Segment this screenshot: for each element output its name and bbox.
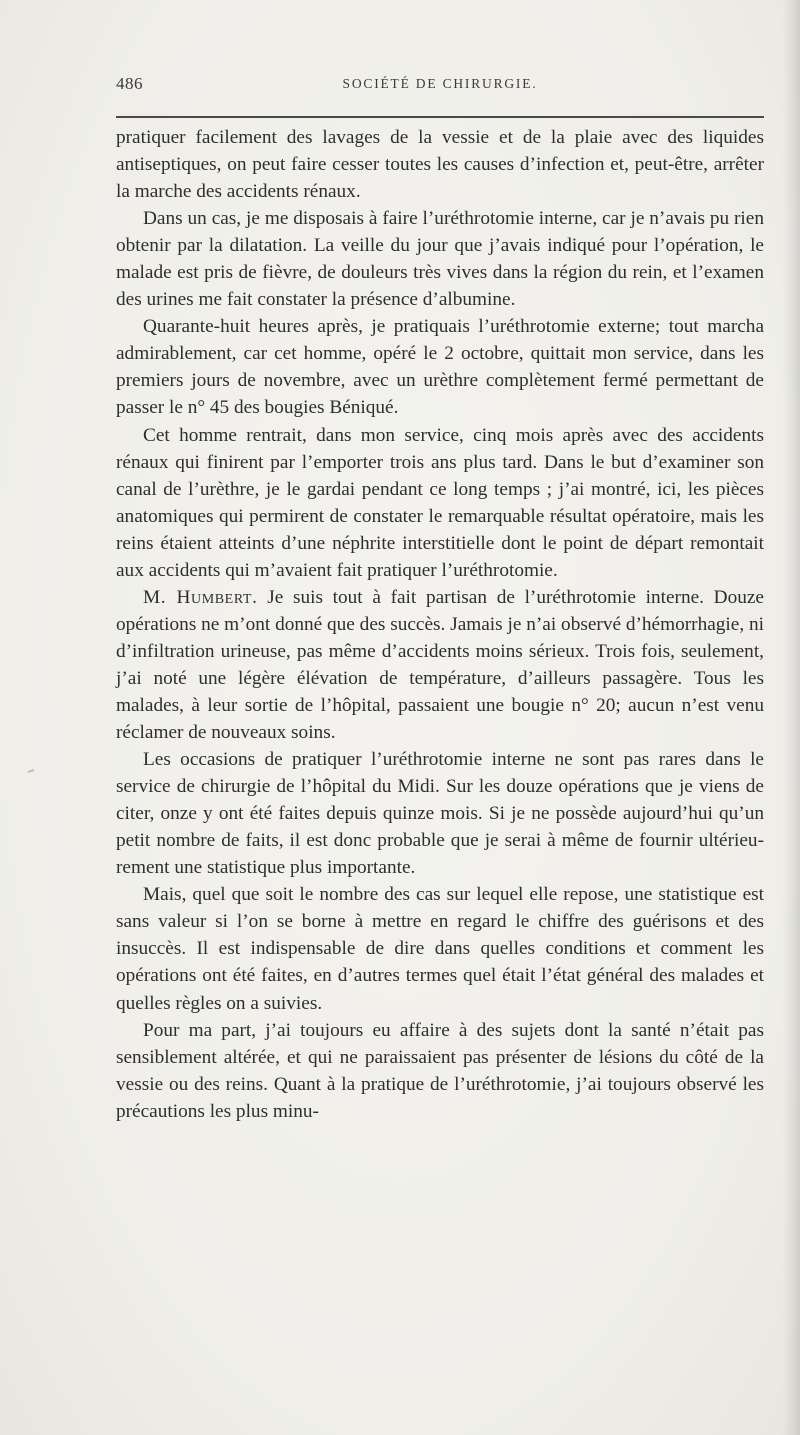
paragraph-4: Cet homme rentrait, dans mon service, cinq mois après avec des accidents rénaux qui finirent par l’emporter trois ans plus tard. Dans le but d’examiner son canal de l’urèthre, je le gardai pendant ce long temps ; j’ai montré, ici, les pièces anatomiques qui permirent de constater le remarquable résultat opératoire, mais les reins étaient atteints d’une néphrite interstitielle dont le point de départ remontait aux accidents qui m’avaient fait pratiquer l’uréthrotomie.	[116, 424, 764, 581]
header-rule	[116, 116, 764, 118]
running-head: SOCIÉTÉ DE CHIRURGIE.	[342, 76, 538, 91]
speaker-name: M. Humbert.	[143, 586, 258, 608]
body-text	[116, 124, 764, 1125]
paragraph-5	[116, 584, 764, 746]
page-header	[116, 74, 764, 102]
paragraph-8: Pour ma part, j’ai toujours eu affaire à des sujets dont la santé n’était pas sensiblement altérée, et qui ne paraissaient pas présenter de lésions du côté de la vessie ou des reins. Quant à la pratique de l’uréthrotomie, j’ai toujours observé les précautions les plus minu-	[116, 1019, 764, 1122]
paragraph-5-text: Je suis tout à fait partisan de l’uréthrotomie interne. Douze opérations ne m’ont donné que des succès. Jamais je n’ai observé d’hémorrhagie, ni d’infiltration urineuse, pas même d’accidents moins sérieux. Trois fois, seulement, j’ai noté une légère élévation de température, d’ailleurs passagère. Tous les malades, à leur sortie de l’hôpital, passaient une bougie n° 20; aucun n’est venu réclamer de nouveaux soins.	[116, 586, 764, 744]
paragraph-3: Quarante-huit heures après, je pratiquais l’uréthrotomie externe; tout marcha admirablement, car cet homme, opéré le 2 octobre, quittait mon service, dans les premiers jours de novembre, avec un urèthre complètement fermé permettant de passer le n° 45 des bougies Béniqué.	[116, 316, 764, 419]
page-edge-shadow	[782, 0, 800, 1435]
paragraph-2: Dans un cas, je me disposais à faire l’uréthrotomie interne, car je n’avais pu rien obtenir par la dilatation. La veille du jour que j’avais indiqué pour l’opération, le malade est pris de fièvre, de douleurs très vives dans la région du rein, et l’examen des urines me fait constater la présence d’albumine.	[116, 208, 764, 311]
paragraph-7: Mais, quel que soit le nombre des cas sur lequel elle repose, une statistique est sans valeur si l’on se borne à mettre en regard le chiffre des guérisons et des insuccès. Il est indispensable de dire dans quelles conditions et comment les opérations ont été faites, en d’autres termes quel était l’état général des malades et quelles règles on a suivies.	[116, 884, 764, 1014]
paragraph-6: Les occasions de pratiquer l’uréthrotomie interne ne sont pas rares dans le service de chirurgie de l’hôpital du Midi. Sur les douze opérations que je viens de citer, onze y ont été faites depuis quinze mois. Si je ne possède aujourd’hui qu’un petit nombre de faits, il est donc probable que je serai à même de fournir ultérieurement une statistique plus importante.	[116, 749, 764, 879]
margin-blemish	[28, 769, 34, 773]
page-number: 486	[116, 74, 143, 93]
paragraph-1: pratiquer facilement des lavages de la vessie et de la plaie avec des liquides antiseptiques, on peut faire cesser toutes les causes d’infection et, peut-être, arrêter la marche des accidents rénaux.	[116, 127, 764, 203]
